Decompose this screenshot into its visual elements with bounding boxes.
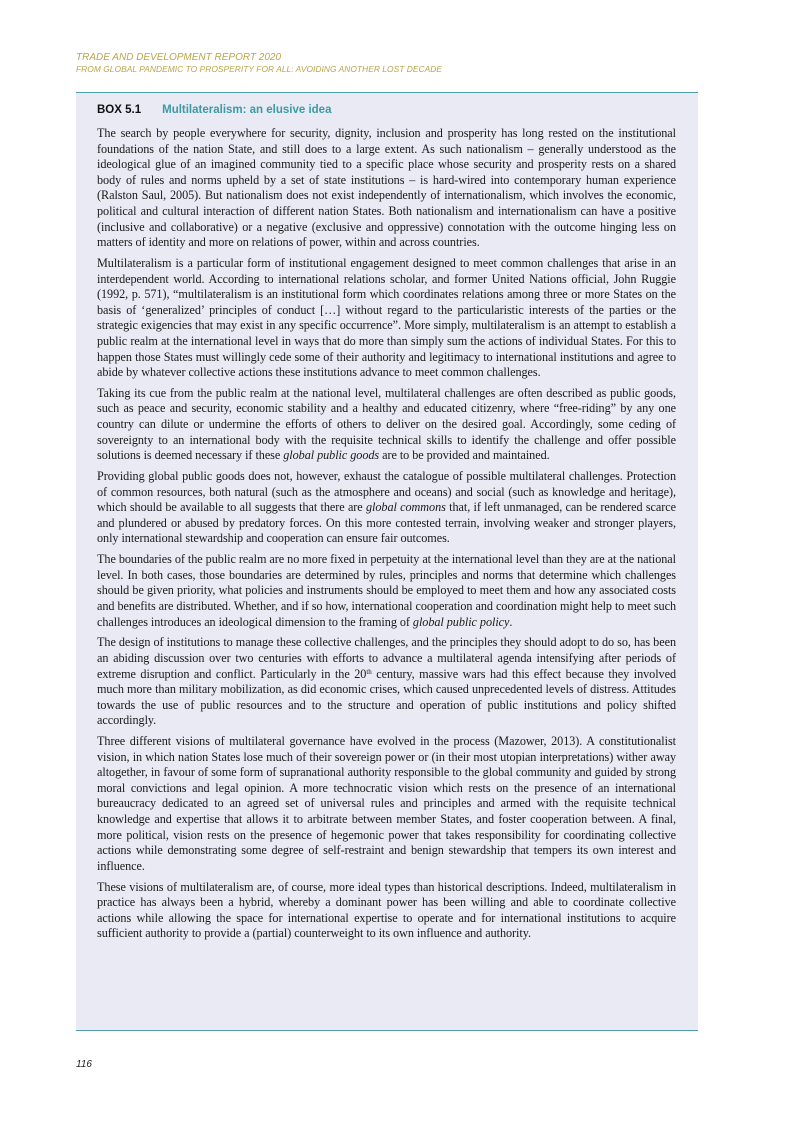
- paragraph-3: [97, 386, 676, 464]
- box-title: Multilateralism: an elusive idea: [162, 104, 332, 116]
- paragraph-5: [97, 552, 676, 630]
- term-global-public-policy: global public policy: [412, 614, 510, 629]
- paragraph-5-text-a: The boundaries of the public realm are no more fixed in perpetuity at the international level than they are at the national level. In both cases, those boundaries are determined by rules, principles and norms that determine which challenges should be given priority, what policies and instruments should be employed to meet them and how any associated costs and benefits are distributed. Whether, and if so how, international cooperation and coordination might help to meet such challenges introduces an ideological dimension to the framing of: [97, 552, 676, 629]
- paragraph-5-text-b: .: [509, 614, 513, 629]
- paragraph-1: The search by people everywhere for security, dignity, inclusion and prosperity has long rested on the institutional foundations of the nation State, and still does to a large extent. As such nationalism – generally understood as the ideological glue of an imagined community tied to a specific place whose security and prosperity rests on a shared body of rules and norms upheld by a set of state institutions – is hard-wired into contemporary human experience (Ralston Saul, 2005). But nationalism does not exist independently of internationalism, which involves the economic, political and cultural interaction of different nation States. Both nationalism and internationalism can have a positive (inclusive and collaborative) or a negative (exclusive and oppressive) connotation with the outcome hinging less on matters of identity and more on relations of power, within and across countries.: [97, 126, 676, 250]
- paragraph-3-text-b: are to be provided and maintained.: [379, 448, 550, 463]
- term-global-public-goods: global public goods: [283, 448, 380, 463]
- paragraph-2: Multilateralism is a particular form of institutional engagement designed to meet common challenges that arise in an interdependent world. According to international relations scholar, and former United Nations official, John Ruggie (1992, p. 571), “multilateralism is an institutional form which coordinates relations among three or more States on the basis of ‘generalized’ principles of conduct […] without regard to the particularistic interests of the parties or the strategic exigencies that may exist in any specific occurrence”. More simply, multilateralism is an attempt to establish a public realm at the international level in ways that do more than simply sum the actions of individual States. For this to happen those States must willingly cede some of their authority and legitimacy to international institutions and agree to abide by whatever collective actions these institutions advance to meet common challenges.: [97, 255, 676, 380]
- paragraph-7: Three different visions of multilateral governance have evolved in the process (Mazower, 2013). A constitutionalist vision, in which nation States lose much of their sovereign power or (in their most utopian interpretations) wither away altogether, in favour of some form of supranational authority responsible to the global community and guided by strong moral convictions and legal opinion. A more technocratic vision which rests on the presence of an international bureaucracy dedicated to an agreed set of universal rules and principles and armed with the requisite technical knowledge and expertise that allows it to arbitrate between member States, and foster cooperation between. A final, more political, vision rests on the presence of hegemonic power that takes responsibility for coordinating collective actions while demonstrating some degree of self-restraint and benign stewardship that tempers its own interest and influence.: [97, 734, 676, 873]
- paragraph-6: [97, 635, 676, 729]
- report-subtitle: FROM GLOBAL PANDEMIC TO PROSPERITY FOR ALL: AVOIDING ANOTHER LOST DECADE: [76, 64, 442, 74]
- box-5-1: [76, 92, 698, 1031]
- box-header: [97, 103, 331, 117]
- paragraph-3-text-a: Taking its cue from the public realm at the national level, multilateral challenges are often described as public goods, such as peace and security, economic stability and a healthy and educated citizenry, where “free-riding” by any one country can dilute or undermine the efforts of others to deliver on the desired goal. Accordingly, some ceding of sovereignty to an international body with the requisite technical skills to identify the challenge and offer possible solutions is deemed necessary if these: [97, 385, 676, 463]
- paragraph-4: [97, 469, 676, 547]
- page-number: 116: [76, 1059, 92, 1070]
- ordinal-superscript: th: [366, 667, 372, 676]
- paragraph-8: These visions of multilateralism are, of course, more ideal types than historical descriptions. Indeed, multilateralism in practice has always been a hybrid, whereby a dominant power has been willing and able to coordinate collective actions while allowing the space for international expertise to operate and for international institutions to acquire sufficient authority to provide a (partial) counterweight to its own influence and authority.: [97, 879, 676, 941]
- running-head: [76, 52, 442, 75]
- paragraph-4-text-a: Providing global public goods does not, however, exhaust the catalogue of possible multilateral challenges. Protection of common resources, both natural (such as the atmosphere and oceans) and social (such as knowledge and heritage), which should be available to all suggests that there are: [97, 469, 676, 515]
- report-title: TRADE AND DEVELOPMENT REPORT 2020: [76, 52, 282, 63]
- box-number: BOX 5.1: [97, 104, 142, 116]
- paragraph-4-text-b: that, if left unmanaged, can be rendered scarce and plundered or abused by predatory forces. On this more contested terrain, involving weaker and stronger players, only international stewardship and cooperation can ensure fair outcomes.: [97, 500, 677, 546]
- paragraph-6-text-a: The design of institutions to manage these collective challenges, and the principles they should adopt to do so, has been an abiding discussion over two centuries with efforts to advance a multilateral agenda intensifying after periods of extreme disruption and conflict. Particularly in the 20: [97, 635, 676, 681]
- term-global-commons: global commons: [365, 500, 446, 515]
- box-body: [97, 126, 676, 947]
- paragraph-6-text-b: century, massive wars had this effect because they involved much more than military mobilization, as did economic crises, which caused unprecedented levels of distress. Attitudes towards the use of public resources and to the structure and operation of public institutions and policy shifted accordingly.: [97, 666, 676, 728]
